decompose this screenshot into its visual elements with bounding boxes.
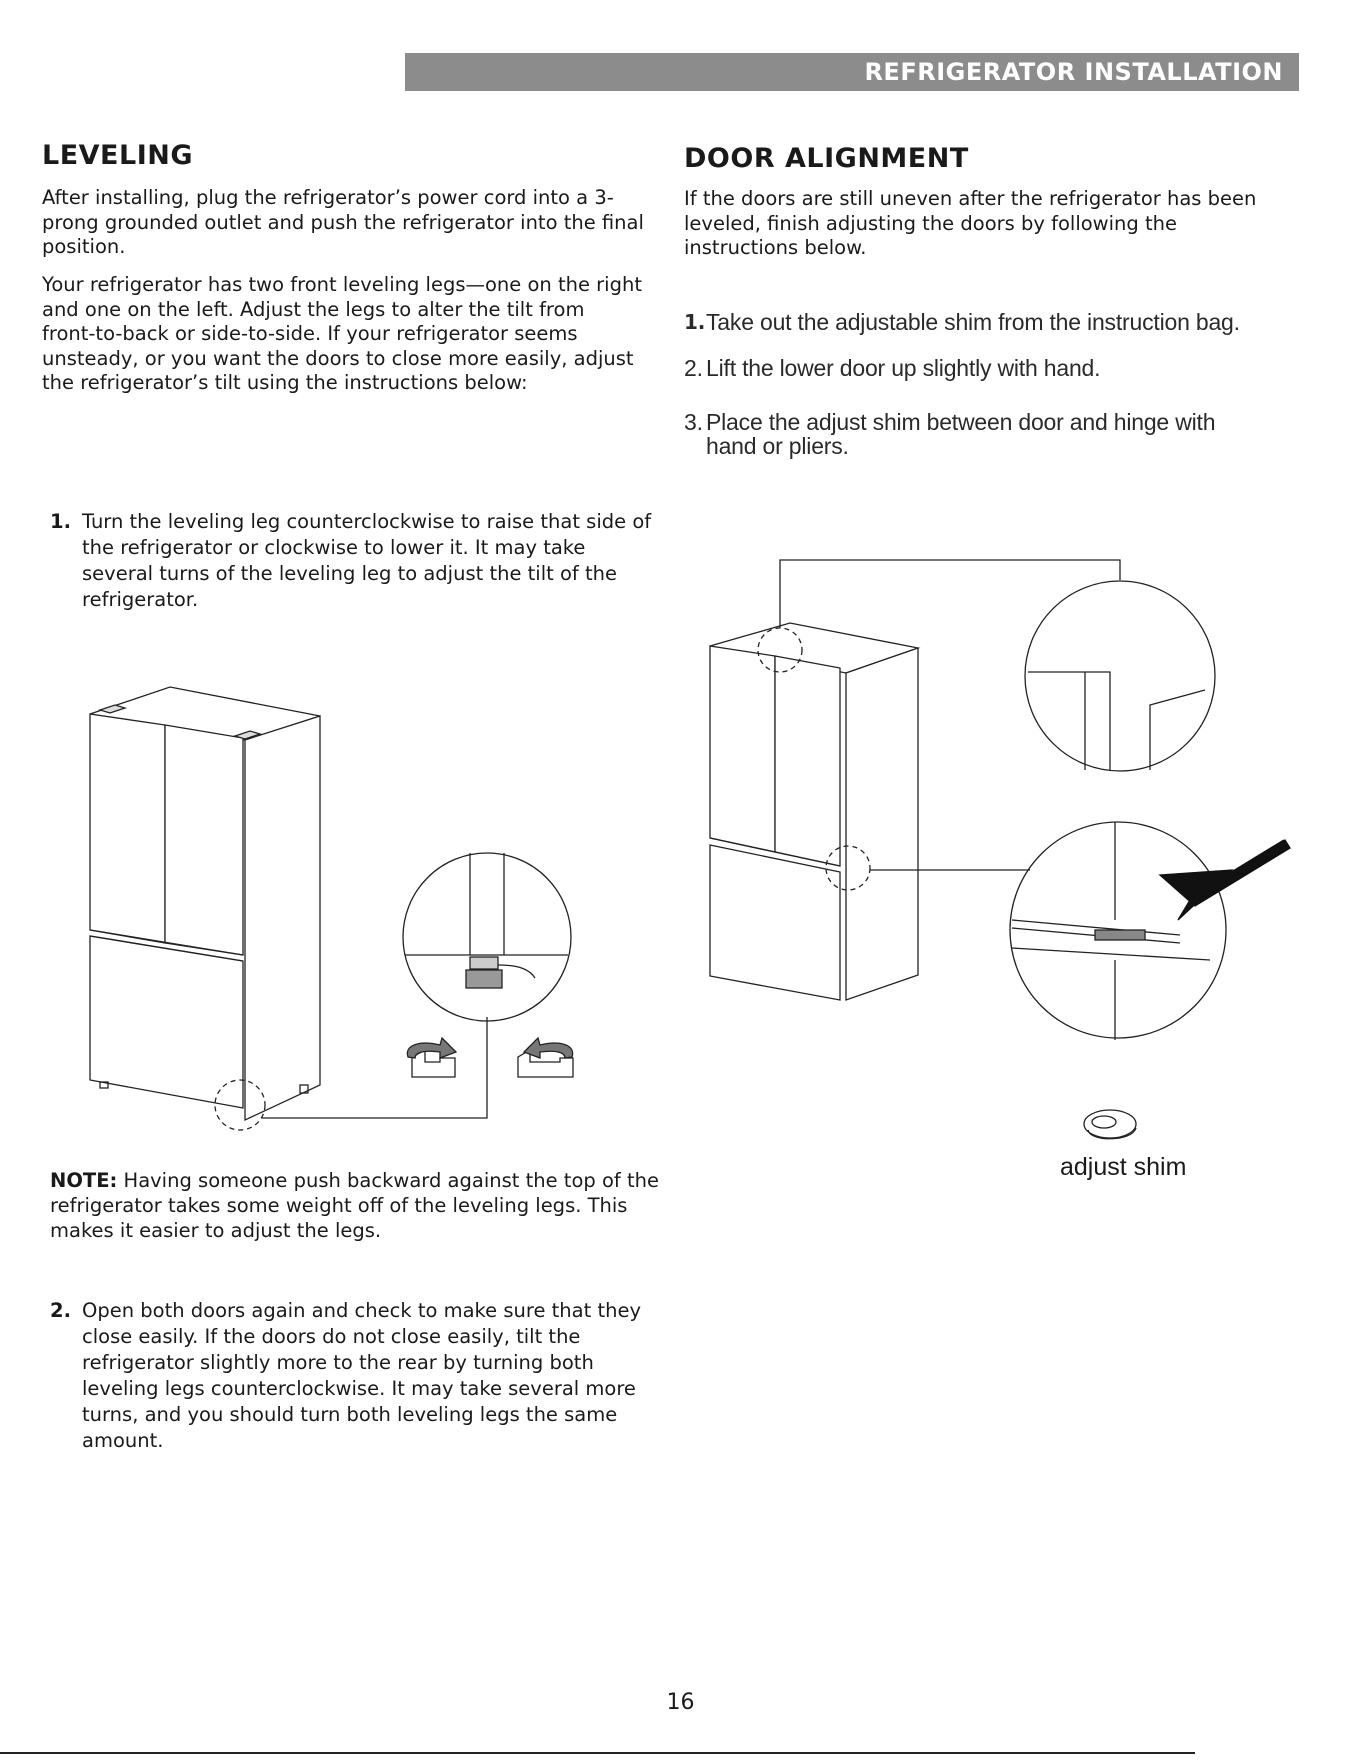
door-fridge-freezer (710, 845, 840, 1000)
hinge-detail-circle (1025, 581, 1215, 771)
door-fridge-left-door (710, 646, 775, 852)
step-text: Turn the leveling leg counterclockwise to raise that side of the refrigerator or clockwise to lower it. It may take several turns of the leveling leg to adjust the tilt of the refrigerator. (82, 510, 652, 611)
step-text: Open both doors again and check to make sure that they close easily. If the doors do not close easily, tilt the refrigerator slightly more to the rear by turning both leveling legs counterclockwise. It may take several more turns, and you should turn both leveling legs the same amount. (82, 1299, 641, 1452)
adjust-shim-label: adjust shim (1060, 1153, 1187, 1181)
step-number: 1. (684, 310, 706, 334)
adjust-shim-icon (1084, 1110, 1136, 1139)
note-text: Having someone push backward against the top of the refrigerator takes some weight off of the leveling legs. This makes it easier to adjust the legs. (50, 1169, 659, 1242)
page-number: 16 (666, 1690, 695, 1715)
leveling-paragraph-1: After installing, plug the refrigerator’s power cord into a 3-prong grounded outlet and push the refrigerator into the final position. (42, 186, 644, 258)
section-title: REFRIGERATOR INSTALLATION (864, 58, 1283, 86)
step-number: 2. (684, 355, 703, 381)
step-text: Take out the adjustable shim from the instruction bag. (706, 309, 1240, 335)
door-alignment-intro: If the doors are still uneven after the refrigerator has been leveled, finish adjusting the doors by following the instructions below. (684, 187, 1257, 259)
note-label: NOTE: (50, 1169, 118, 1192)
step-text: Lift the lower door up slightly with hand. (706, 355, 1101, 381)
step-number: 2. (50, 1299, 71, 1322)
step-number: 3. (684, 409, 703, 435)
footer-rule (0, 1752, 1195, 1754)
door-fridge-right-door (775, 656, 840, 866)
leveling-paragraph-2: Your refrigerator has two front leveling legs—one on the right and one on the left. Adjust the legs to alter the tilt from front-to-back or side-to-side. If your refrigerator seems unsteady, or you want the doors to close more easily, adjust the refrigerator’s tilt using the instructions below: (42, 273, 642, 394)
step-text: Place the adjust shim between door and hinge with hand or pliers. (706, 409, 1216, 459)
door-alignment-heading: DOOR ALIGNMENT (684, 143, 969, 174)
leveling-heading: LEVELING (42, 140, 193, 171)
step-number: 1. (50, 510, 71, 533)
